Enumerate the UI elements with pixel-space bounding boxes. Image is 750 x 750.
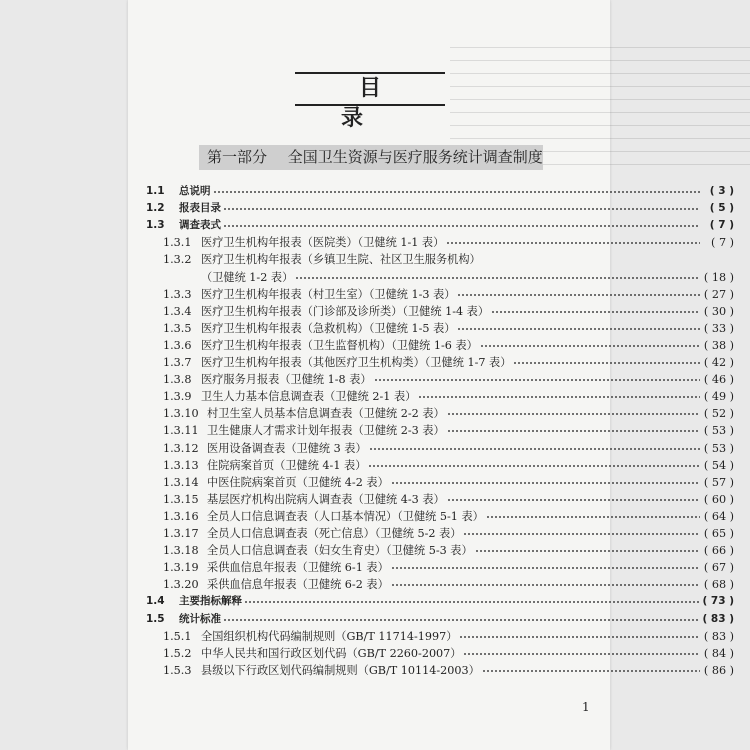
toc-entry[interactable]	[146, 200, 734, 217]
toc-entry-page: ( 38 )	[703, 338, 734, 352]
toc-entry-page: ( 53 )	[703, 441, 734, 455]
toc-entry-page: ( 73 )	[702, 595, 734, 608]
toc-entry-label: 采供血信息年报表（卫健统 6-2 表）	[207, 578, 389, 592]
toc-entry-number: 1.5.1	[163, 629, 192, 643]
dot-leader	[480, 344, 700, 348]
toc-entry-label: （卫健统 1-2 表）	[201, 270, 294, 284]
toc-entry[interactable]	[163, 320, 734, 337]
toc-entry-label: 医疗服务月报表（卫健统 1-8 表）	[201, 373, 372, 387]
toc-entry-page: ( 84 )	[703, 646, 734, 660]
toc-entry-number: 1.2	[146, 202, 165, 215]
toc-entry-page: ( 86 )	[703, 663, 734, 677]
toc-entry-number: 1.3.5	[163, 321, 192, 335]
toc-entry[interactable]	[163, 628, 734, 645]
toc-entry-page: ( 30 )	[703, 304, 734, 318]
dot-leader	[447, 429, 700, 433]
toc-entry-page: ( 64 )	[703, 509, 734, 523]
toc-entry-page: ( 18 )	[703, 270, 734, 284]
toc-entry[interactable]	[163, 251, 600, 268]
toc-entry-label: 医疗卫生机构年报表（卫生监督机构）（卫健统 1-6 表）	[201, 338, 478, 352]
toc-entry-number: 1.3.9	[163, 390, 192, 404]
toc-entry[interactable]	[163, 474, 734, 491]
toc-entry-label: 医疗卫生机构年报表（乡镇卫生院、社区卫生服务机构）	[201, 253, 481, 267]
toc-entry[interactable]	[163, 491, 734, 508]
toc-entry[interactable]	[163, 645, 734, 662]
toc-entry-page: ( 83 )	[703, 629, 734, 643]
part-label: 第一部分	[207, 148, 268, 166]
toc-entry-number: 1.3.10	[163, 407, 199, 421]
toc-entry-label: 报表目录	[179, 202, 221, 215]
dot-leader	[223, 207, 700, 211]
toc-entry-page: ( 49 )	[703, 390, 734, 404]
toc-entry-label: 医疗卫生机构年报表（门诊部及诊所类）（卫健统 1-4 表）	[201, 304, 490, 318]
toc-entry-page: ( 67 )	[703, 561, 734, 575]
toc-entry[interactable]	[163, 337, 734, 354]
toc-entry-page: ( 52 )	[703, 407, 734, 421]
toc-entry-label: 总说明	[179, 185, 211, 197]
toc-entry-label: 全员人口信息调查表（妇女生育史）（卫健统 5-3 表）	[207, 544, 473, 558]
toc-entry-number: 1.3.20	[163, 578, 199, 592]
toc-entry[interactable]	[163, 662, 734, 679]
toc-entry-label: 基层医疗机构出院病人调查表（卫健统 4-3 表）	[207, 492, 445, 506]
dot-leader	[223, 224, 700, 228]
toc-entry-number: 1.3.2	[163, 253, 192, 267]
toc-entry-number: 1.1	[146, 185, 165, 197]
toc-entry[interactable]	[146, 183, 734, 200]
dot-leader	[486, 515, 700, 519]
toc-entry[interactable]	[163, 234, 734, 251]
toc-entry-number: 1.3.14	[163, 475, 199, 489]
part-title: 全国卫生资源与医疗服务统计调查制度	[287, 148, 543, 166]
toc-entry[interactable]	[163, 440, 734, 457]
dot-leader	[457, 293, 700, 297]
toc-entry-number: 1.4	[146, 595, 165, 608]
toc-entry-page: ( 83 )	[702, 612, 734, 625]
toc-entry[interactable]	[163, 542, 734, 559]
toc-entry-label: 医疗卫生机构年报表（其他医疗卫生机构类）（卫健统 1-7 表）	[201, 356, 512, 369]
dot-leader	[391, 583, 700, 587]
toc-entry[interactable]	[163, 457, 734, 474]
dot-leader	[482, 669, 700, 673]
toc-entry-label: 主要指标解释	[179, 595, 242, 608]
toc-entry-number: 1.3.1	[163, 236, 192, 250]
toc-entry-label: 卫生人力基本信息调查表（卫健统 2-1 表）	[201, 390, 417, 404]
dot-leader	[447, 412, 700, 416]
toc-entry-label: 医疗卫生机构年报表（急救机构）（卫健统 1-5 表）	[201, 321, 456, 335]
toc-entry-label: 医疗卫生机构年报表（医院类）（卫健统 1-1 表）	[201, 236, 445, 250]
toc-title-box	[295, 72, 445, 131]
toc-entry[interactable]	[146, 611, 734, 628]
toc-entry-label: 住院病案首页（卫健统 4-1 表）	[207, 458, 367, 472]
dot-leader	[368, 464, 700, 468]
dot-leader	[223, 618, 700, 622]
toc-entry-page: ( 3 )	[709, 185, 734, 197]
toc-entry-page: ( 7 )	[711, 236, 734, 250]
toc-entry-label: 全员人口信息调查表（死亡信息）（卫健统 5-2 表）	[207, 527, 462, 540]
toc-entry-page: ( 68 )	[703, 578, 734, 592]
dot-leader	[491, 310, 700, 314]
toc-entry[interactable]	[163, 576, 734, 593]
toc-entry[interactable]	[163, 405, 734, 422]
toc-entry[interactable]	[163, 371, 734, 388]
toc-entry-label: 医用设备调查表（卫健统 3 表）	[207, 441, 367, 455]
toc-entry-page: ( 46 )	[703, 373, 734, 387]
dot-leader	[295, 276, 700, 280]
dot-leader	[213, 190, 700, 194]
dot-leader	[459, 635, 700, 639]
toc-entry-page: ( 54 )	[703, 458, 734, 472]
dot-leader	[374, 378, 700, 382]
toc-entry[interactable]	[163, 508, 734, 525]
dot-leader	[513, 361, 700, 365]
toc-entry[interactable]	[146, 593, 734, 610]
dot-leader	[457, 327, 700, 331]
page-number: 1	[582, 700, 590, 714]
toc-entry-page: ( 42 )	[703, 356, 734, 369]
dot-leader	[475, 549, 700, 553]
toc-entry-number: 1.5.2	[163, 646, 192, 660]
toc-entry-number: 1.3.11	[163, 424, 199, 438]
dot-leader	[447, 498, 700, 502]
toc-entry-label: 统计标准	[179, 612, 221, 625]
dot-leader	[244, 600, 700, 604]
dot-leader	[446, 241, 700, 245]
toc-entry-label: 中医住院病案首页（卫健统 4-2 表）	[207, 475, 389, 489]
toc-entry[interactable]	[163, 525, 734, 542]
toc-entry-number: 1.3	[146, 219, 165, 232]
toc-entry-number: 1.3.17	[163, 527, 199, 540]
toc-entry-number: 1.3.16	[163, 509, 199, 523]
toc-entry-page: ( 60 )	[703, 492, 734, 506]
toc-entry[interactable]	[146, 217, 734, 234]
toc-entry-number: 1.3.18	[163, 544, 199, 558]
toc-entry-label: 全国组织机构代码编制规则（GB/T 11714-1997）	[201, 629, 458, 643]
toc-entry-number: 1.3.6	[163, 338, 192, 352]
toc-entry-label: 卫生健康人才需求计划年报表（卫健统 2-3 表）	[207, 424, 445, 438]
toc-entry-page: ( 7 )	[709, 219, 734, 232]
toc-entry-number: 1.3.8	[163, 373, 192, 387]
toc-entry-page: ( 65 )	[703, 527, 734, 540]
toc-entry[interactable]	[163, 354, 734, 371]
toc-entry-label: 全员人口信息调查表（人口基本情况）（卫健统 5-1 表）	[207, 509, 484, 523]
toc-entry-number: 1.5.3	[163, 663, 192, 677]
toc-entry-number: 1.3.19	[163, 561, 199, 575]
toc-entry-label: 采供血信息年报表（卫健统 6-1 表）	[207, 561, 389, 575]
toc-entry-number: 1.3.15	[163, 492, 199, 506]
toc-entry-number: 1.3.4	[163, 304, 192, 318]
toc-entry-label: 中华人民共和国行政区划代码（GB/T 2260-2007）	[201, 646, 462, 660]
toc-entry-label: 医疗卫生机构年报表（村卫生室）（卫健统 1-3 表）	[201, 287, 456, 301]
dot-leader	[418, 395, 700, 399]
toc-entry-number: 1.3.13	[163, 458, 199, 472]
toc-entry-number: 1.3.12	[163, 441, 199, 455]
dot-leader	[463, 532, 700, 536]
toc-entry[interactable]	[163, 286, 734, 303]
toc-entry-number: 1.3.3	[163, 287, 192, 301]
toc-entry[interactable]	[163, 388, 734, 405]
toc-entry-page: ( 5 )	[709, 202, 734, 215]
toc-entry-page: ( 33 )	[703, 321, 734, 335]
toc-entry[interactable]	[163, 303, 734, 320]
toc-entry-page: ( 27 )	[703, 287, 734, 301]
dot-leader	[391, 481, 700, 485]
dot-leader	[391, 566, 700, 570]
toc-entry-page: ( 53 )	[703, 424, 734, 438]
toc-entry-number: 1.5	[146, 612, 165, 625]
dot-leader	[463, 652, 700, 656]
toc-entry[interactable]	[163, 269, 734, 286]
toc-entry-page: ( 57 )	[703, 475, 734, 489]
dot-leader	[369, 447, 700, 451]
toc-entry-page: ( 66 )	[703, 544, 734, 558]
toc-entry-label: 调查表式	[179, 219, 221, 232]
toc-entry[interactable]	[163, 422, 734, 439]
toc-entry-number: 1.3.7	[163, 356, 192, 369]
toc-entry-label: 县级以下行政区划代码编制规则（GB/T 10114-2003）	[201, 663, 480, 677]
part-header	[199, 145, 543, 170]
toc-title: 目 录	[340, 76, 417, 131]
toc-entry[interactable]	[163, 559, 734, 576]
toc-entry-label: 村卫生室人员基本信息调查表（卫健统 2-2 表）	[207, 407, 445, 421]
